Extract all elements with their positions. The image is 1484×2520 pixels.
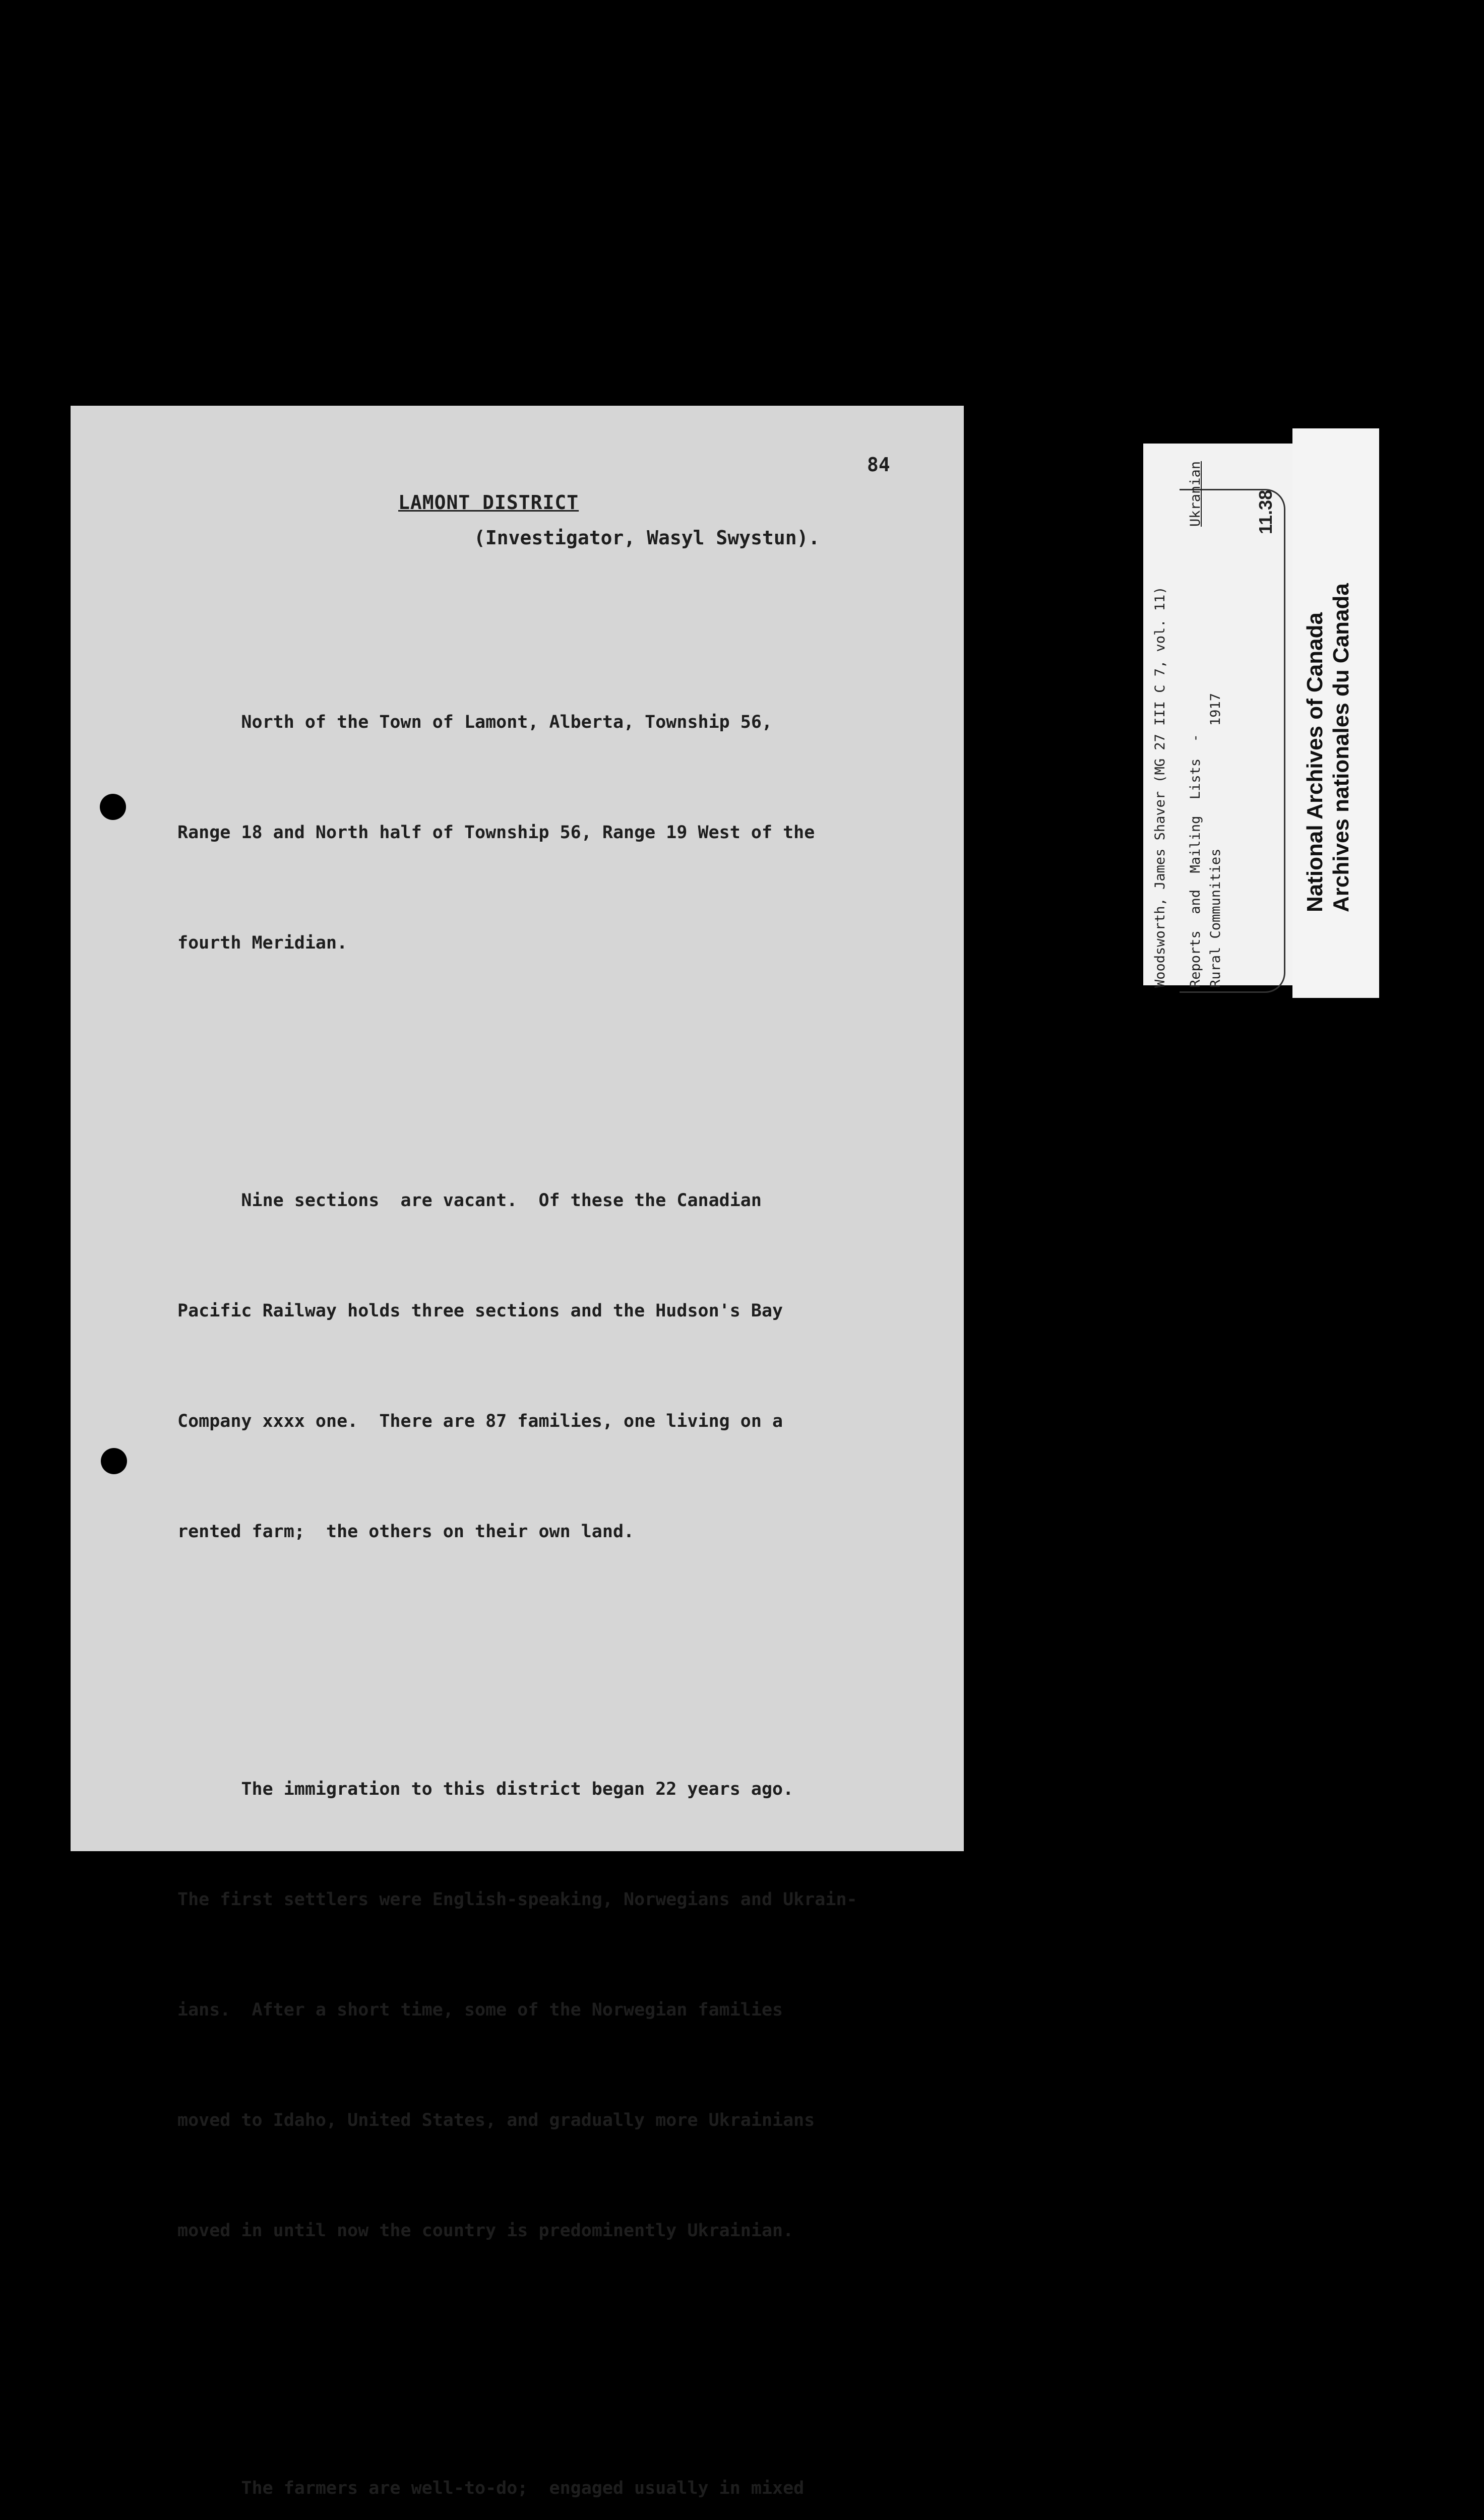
card-series-line: Reports and Mailing Lists - — [1188, 717, 1203, 988]
text-line: ians. After a short time, some of the Norwegian families — [177, 2000, 783, 2020]
archives-stamp — [1292, 428, 1379, 998]
paragraph-sections — [177, 1109, 964, 1624]
text-line: The immigration to this district began 22 years ago. — [177, 1779, 794, 1799]
report-body — [177, 557, 964, 2520]
text-line: Nine sections are vacant. Of these the Canadian — [177, 1190, 762, 1211]
card-ukrainian-word: Ukranian — [1188, 461, 1203, 527]
card-fonds-line: Woodsworth, James Shaver (MG 27 III C 7, vol. 11) — [1152, 586, 1168, 988]
typed-report-page — [71, 406, 964, 2498]
district-title: LAMONT DISTRICT — [398, 491, 579, 514]
page-number: 84 — [867, 454, 890, 476]
text-line: fourth Meridian. — [177, 933, 348, 953]
text-line: moved to Idaho, United States, and gradually more Ukrainians — [177, 2110, 815, 2130]
text-line: The first settlers were English-speaking, Norwegians and Ukrain- — [177, 1889, 857, 1910]
text-line: moved in until now the country is predominently Ukrainian. — [177, 2221, 794, 2241]
text-line: Range 18 and North half of Township 56, Range 19 West of the — [177, 823, 815, 843]
paragraph-farmers — [177, 2397, 964, 2520]
investigator-line: (Investigator, Wasyl Swystun). — [474, 527, 820, 549]
text-line: North of the Town of Lamont, Alberta, Township 56, — [177, 712, 773, 732]
archive-reference-card — [1143, 428, 1380, 1008]
card-reference-number: 11.38 — [1255, 489, 1276, 534]
stamp-french: Archives nationales du Canada — [1329, 583, 1353, 912]
text-line: Company xxxx one. There are 87 families, one living on a — [177, 1411, 783, 1431]
punch-hole-bottom — [101, 1448, 127, 1474]
text-line: Pacific Railway holds three sections and the Hudson's Bay — [177, 1301, 783, 1321]
text-line: rented farm; the others on their own land. — [177, 1522, 635, 1542]
stamp-english: National Archives of Canada — [1303, 612, 1327, 912]
punch-hole-top — [100, 794, 126, 820]
card-year: 1917 — [1208, 692, 1223, 726]
paragraph-immigration — [177, 1697, 964, 2323]
text-line: The farmers are well-to-do; engaged usually in mixed — [177, 2478, 805, 2498]
card-rural-line: Rural Communities — [1208, 848, 1223, 988]
paragraph-location — [177, 631, 964, 1035]
reference-card — [1143, 444, 1294, 988]
